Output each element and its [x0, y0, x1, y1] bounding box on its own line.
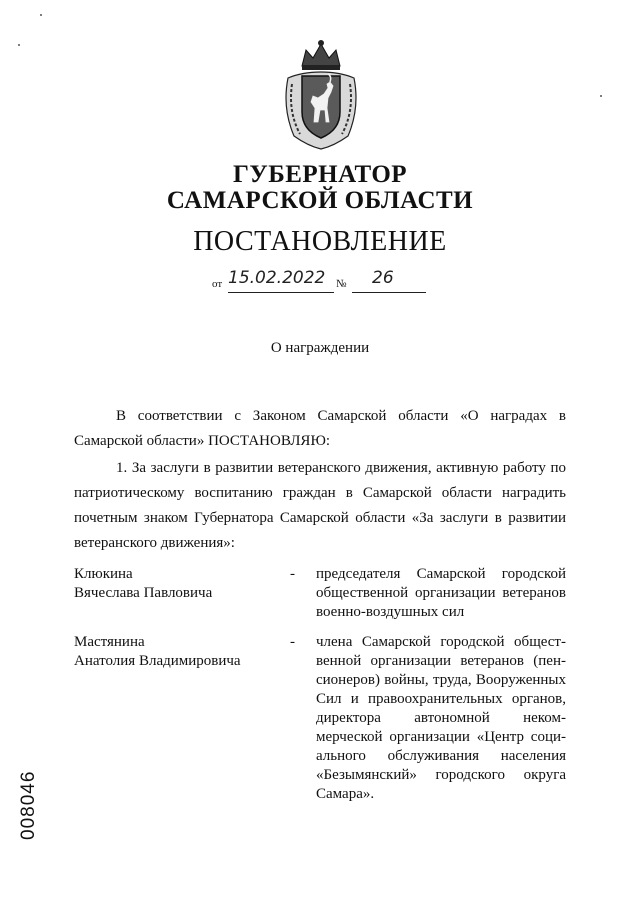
list-dash: - [290, 634, 295, 650]
scan-speck [40, 14, 42, 16]
document-subject: О награждении [270, 340, 370, 356]
awardee-description: члена Самарской городской общественной организации ветеранов (пенсионеров) войны, труда, Вооруженных Сил и правоохранительных органов, директора автономной некоммерческой организации «Центр социального обслуживания населения «Безымянский» городского округа Самара». [316, 634, 566, 802]
date-value: 15.02.2022 [228, 268, 326, 288]
date-label: от [212, 278, 223, 290]
date-underline [228, 292, 334, 293]
list-dash: - [290, 566, 295, 582]
coat-of-arms-icon [280, 38, 362, 150]
document-type-title: ПОСТАНОВЛЕНИЕ [193, 226, 447, 257]
awardee-surname: Клюкина [74, 566, 133, 582]
authority-title-line2: САМАРСКОЙ ОБЛАСТИ [166, 187, 474, 214]
item-1-paragraph: 1. За заслуги в развитии ветеранского движения, активную работу по патриотическому воспитанию граждан в Самарской области наградить почетным знаком Губернатора Самарской области «За заслуги в развитии ветеранского движения»: [74, 460, 566, 551]
scan-speck [600, 95, 602, 97]
number-underline [352, 292, 426, 293]
awardee-name [74, 633, 284, 671]
number-label: № [336, 278, 347, 290]
awardee-given-names: Анатолия Владимировича [74, 653, 241, 669]
registration-stamp-number: 008046 [18, 770, 39, 840]
authority-title-line1: ГУБЕРНАТОР [232, 161, 408, 188]
awardee-name [74, 565, 284, 603]
preamble-paragraph: В соответствии с Законом Самарской области «О наградах в Самарской области» ПОСТАНОВЛЯЮ: [74, 408, 566, 449]
awardee-description: председателя Самарской городской общественной организации ветеранов военно-воздушных сил [316, 566, 566, 620]
scan-speck [18, 44, 20, 46]
number-value: 26 [372, 268, 394, 288]
awardee-surname: Мастянина [74, 634, 145, 650]
awardee-given-names: Вячеслава Павловича [74, 585, 213, 601]
